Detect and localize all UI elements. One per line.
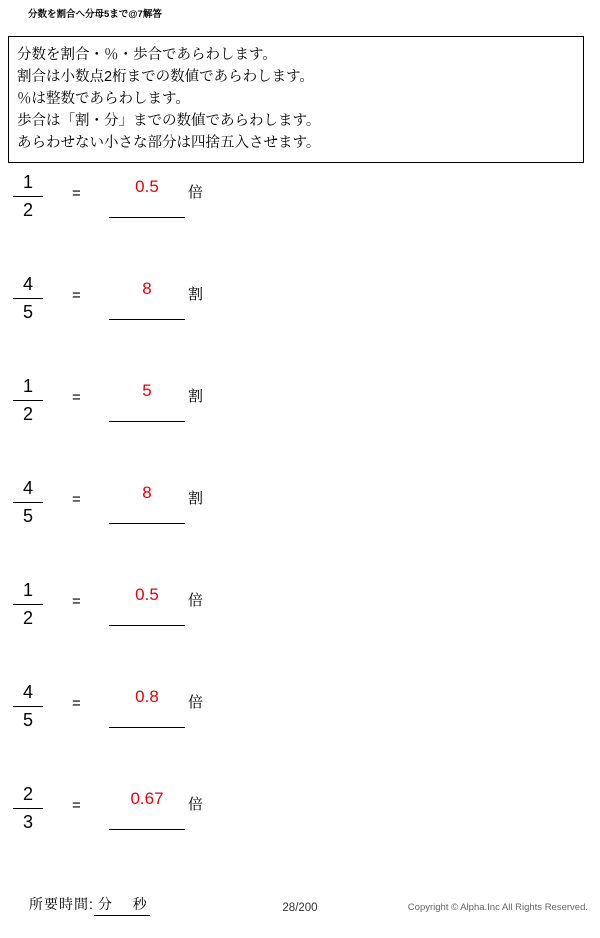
fraction-denominator: 2 — [22, 199, 33, 220]
equals-sign: = — [72, 797, 81, 814]
fraction-denominator: 5 — [22, 505, 33, 526]
problem-row — [0, 673, 600, 775]
answer-value: 0.8 — [135, 687, 159, 706]
fraction-denominator: 2 — [22, 403, 33, 424]
equals-sign: = — [72, 491, 81, 508]
answer-value: 0.67 — [130, 789, 164, 808]
fraction — [8, 783, 48, 833]
problem-list — [0, 163, 600, 877]
answer-underline — [109, 217, 185, 218]
answer-underline — [109, 523, 185, 524]
fraction — [8, 477, 48, 527]
answer-underline — [109, 727, 185, 728]
fraction-numerator: 4 — [22, 274, 33, 294]
fraction — [8, 273, 48, 323]
problem-row — [0, 775, 600, 877]
instruction-line-2: 割合は小数点2桁までの数値であらわします。 — [17, 69, 314, 86]
fraction — [8, 375, 48, 425]
instruction-line-3: ％は整数であらわします。 — [17, 91, 190, 108]
instructions-box — [8, 36, 584, 163]
equals-sign: = — [72, 287, 81, 304]
answer-field[interactable] — [108, 177, 186, 218]
page-number: 28/200 — [282, 902, 318, 914]
answer-unit: 倍 — [188, 184, 204, 201]
fraction-numerator: 1 — [22, 376, 33, 396]
answer-field[interactable] — [108, 789, 186, 830]
answer-field[interactable] — [108, 585, 186, 626]
page-title: 分数を割合へ分母5まで@7解答 — [28, 9, 162, 20]
fraction-numerator: 1 — [22, 580, 33, 600]
answer-underline — [109, 829, 185, 830]
answer-underline — [109, 319, 185, 320]
answer-field[interactable] — [108, 687, 186, 728]
answer-underline — [109, 421, 185, 422]
fraction-denominator: 5 — [22, 301, 33, 322]
problem-row — [0, 571, 600, 673]
fraction-numerator: 2 — [22, 784, 33, 804]
equals-sign: = — [72, 389, 81, 406]
fraction-bar — [13, 604, 43, 605]
fraction-numerator: 4 — [22, 682, 33, 702]
fraction-bar — [13, 400, 43, 401]
problem-row — [0, 163, 600, 265]
fraction — [8, 579, 48, 629]
answer-underline — [109, 625, 185, 626]
answer-value: 8 — [142, 279, 152, 298]
fraction-bar — [13, 706, 43, 707]
equals-sign: = — [72, 185, 81, 202]
answer-value: 5 — [142, 381, 152, 400]
fraction-numerator: 4 — [22, 478, 33, 498]
answer-unit: 倍 — [188, 694, 204, 711]
fraction-bar — [13, 196, 43, 197]
fraction — [8, 171, 48, 221]
answer-unit: 割 — [188, 490, 204, 507]
fraction-numerator: 1 — [22, 172, 33, 192]
answer-unit: 倍 — [188, 796, 204, 813]
answer-unit: 倍 — [188, 592, 204, 609]
instruction-line-5: あらわせない小さな部分は四捨五入させます。 — [17, 135, 321, 152]
answer-value: 8 — [142, 483, 152, 502]
fraction-bar — [13, 502, 43, 503]
answer-value: 0.5 — [135, 585, 159, 604]
copyright-notice: Copyright © Alpha.Inc All Rights Reserved. — [407, 902, 588, 913]
answer-field[interactable] — [108, 279, 186, 320]
answer-unit: 割 — [188, 388, 204, 405]
answer-field[interactable] — [108, 483, 186, 524]
time-label: 所要時間: — [29, 896, 94, 912]
time-blank: 分 秒 — [94, 894, 150, 916]
fraction-denominator: 2 — [22, 607, 33, 628]
fraction — [8, 681, 48, 731]
answer-value: 0.5 — [135, 177, 159, 196]
problem-row — [0, 367, 600, 469]
fraction-bar — [13, 808, 43, 809]
problem-row — [0, 265, 600, 367]
instruction-line-1: 分数を割合・％・歩合であらわします。 — [17, 47, 277, 63]
equals-sign: = — [72, 695, 81, 712]
answer-field[interactable] — [108, 381, 186, 422]
fraction-denominator: 5 — [22, 709, 33, 730]
fraction-denominator: 3 — [22, 811, 33, 832]
fraction-bar — [13, 298, 43, 299]
equals-sign: = — [72, 593, 81, 610]
answer-unit: 割 — [188, 286, 204, 303]
problem-row — [0, 469, 600, 571]
instruction-line-4: 歩合は「割・分」までの数値であらわします。 — [17, 113, 321, 130]
